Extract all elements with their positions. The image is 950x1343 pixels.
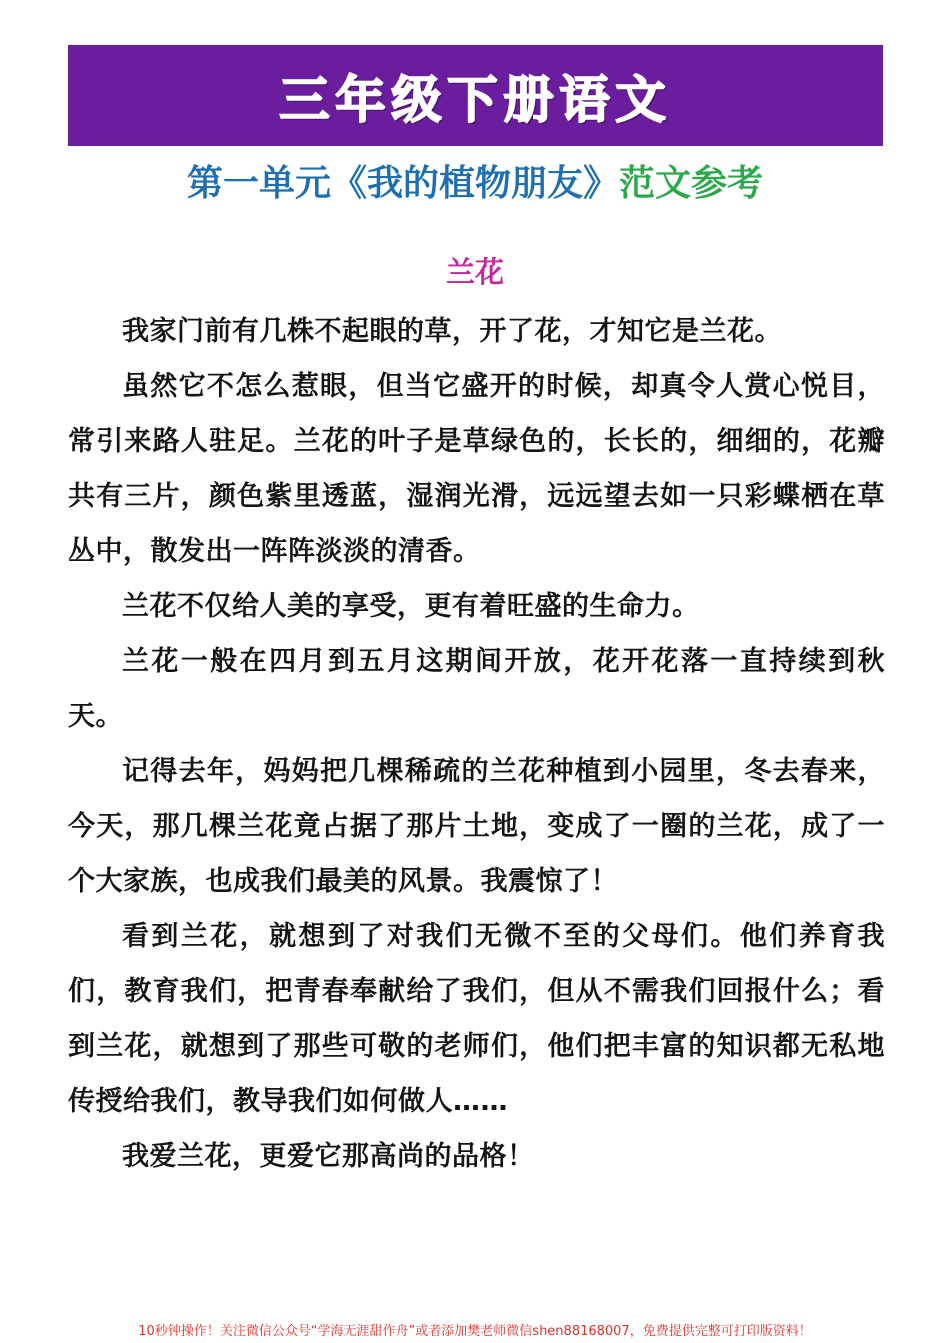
subtitle-main: 第一单元《我的植物朋友》 [186,163,619,204]
essay-paragraph: 看到兰花，就想到了对我们无微不至的父母们。他们养育我们，教育我们，把青春奉献给了我们，但从不需我们回报什么；看到兰花，就想到了那些可敬的老师们，他们把丰富的知识都无私地传授给我们，教导我们如何做人…… [68,921,885,1117]
footer-note: 10秒钟操作！关注微信公众号“学海无涯甜作舟”或者添加樊老师微信shen88168007，免费提供完整可打印版资料！ [138,1324,812,1339]
essay-paragraph: 兰花一般在四月到五月这期间开放，花开花落一直持续到秋天。 [68,646,885,732]
unit-subtitle [0,160,950,208]
essay-paragraph: 记得去年，妈妈把几棵稀疏的兰花种植到小园里，冬去春来，今天，那几棵兰花竟占据了那片土地，变成了一圈的兰花，成了一个大家族，也成我们最美的风景。我震惊了！ [68,756,885,897]
essay-paragraph: 我家门前有几株不起眼的草，开了花，才知它是兰花。 [122,316,782,347]
essay-paragraph: 兰花不仅给人美的享受，更有着旺盛的生命力。 [122,591,700,622]
essay-title: 兰花 [445,255,504,289]
title-banner [68,45,883,146]
essay-body [68,304,885,1184]
essay-paragraph: 我爱兰花，更爱它那高尚的品格！ [122,1141,535,1172]
banner-title: 三年级下册语文 [279,70,672,129]
subtitle-tail: 范文参考 [619,163,764,204]
essay-paragraph: 虽然它不怎么惹眼，但当它盛开的时候，却真令人赏心悦目，常引来路人驻足。兰花的叶子是草绿色的，长长的，细细的，花瓣共有三片，颜色紫里透蓝，湿润光滑，远远望去如一只彩蝶栖在草丛中，散发出一阵阵淡淡的清香。 [68,371,885,567]
